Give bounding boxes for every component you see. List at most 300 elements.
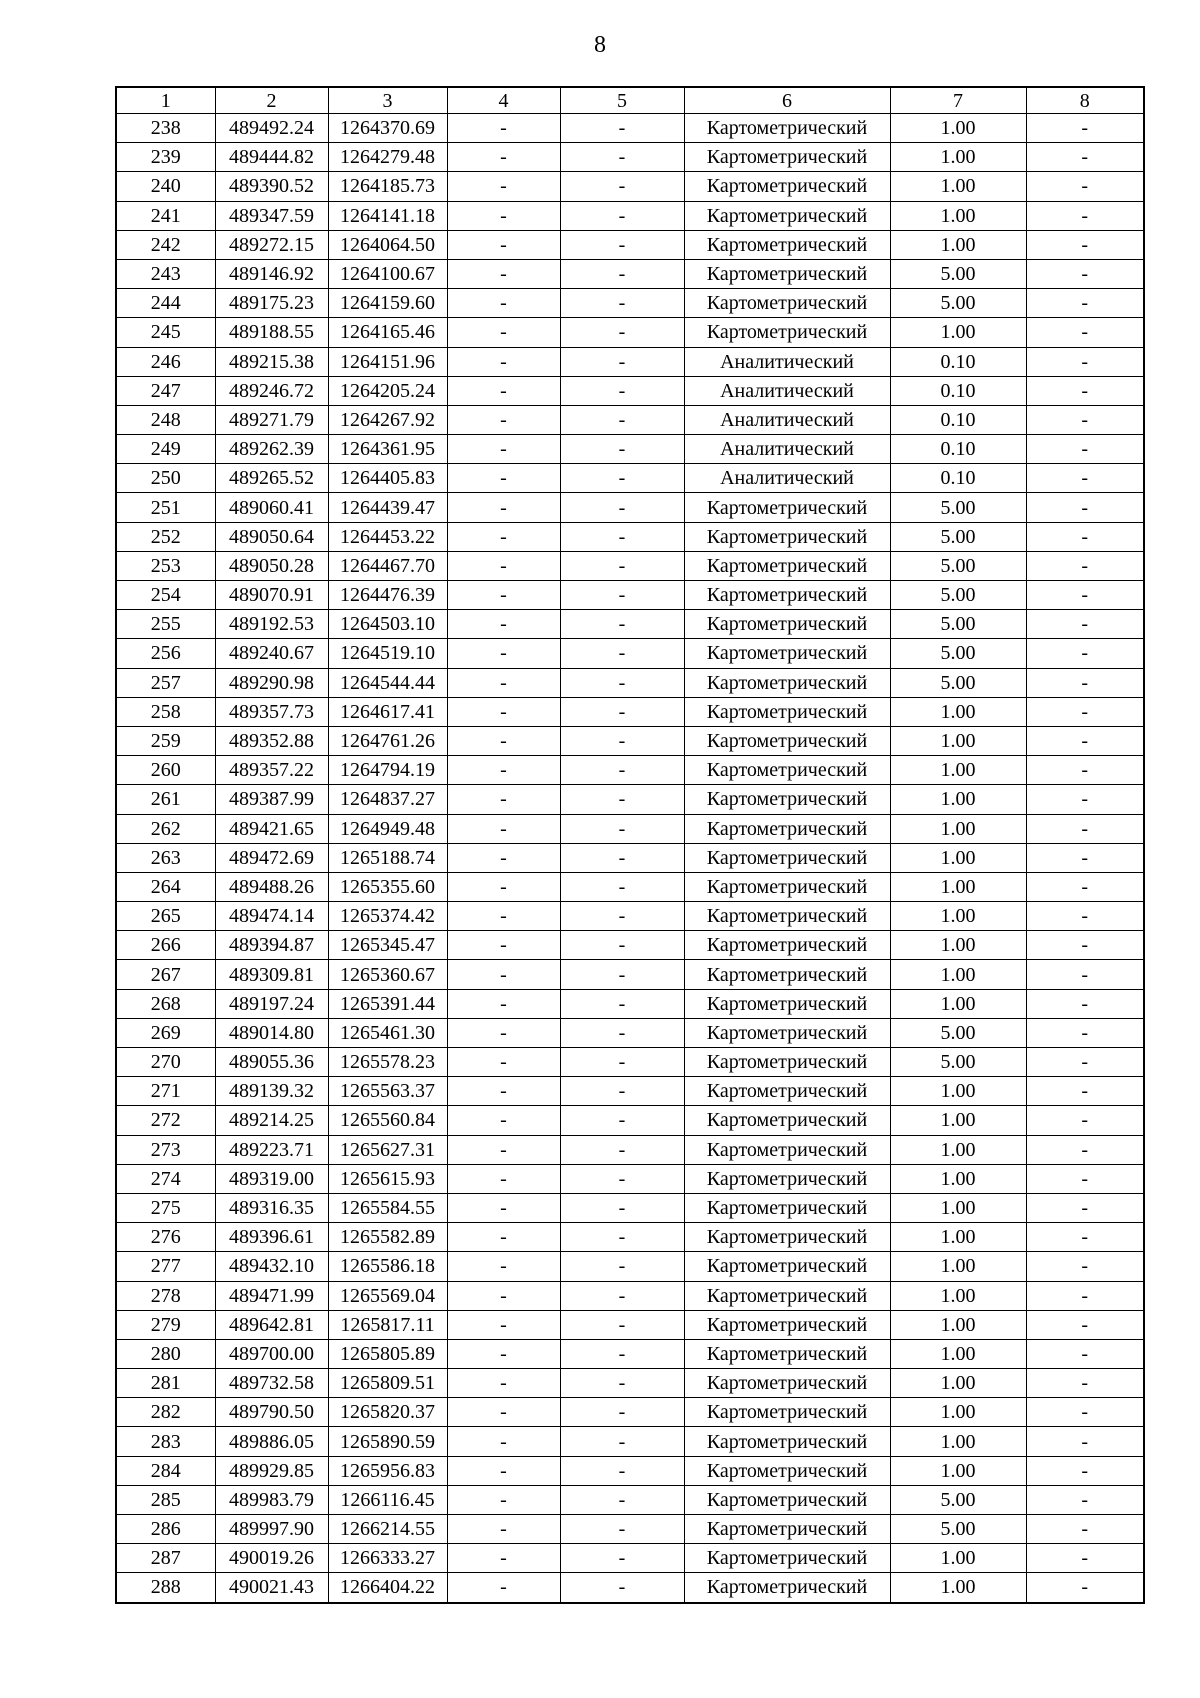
method-cell: Картометрический	[684, 201, 890, 230]
x-coordinate-cell: 489265.52	[215, 464, 328, 493]
col-5-cell: -	[560, 143, 684, 172]
y-coordinate-cell: 1264151.96	[328, 347, 447, 376]
col-8-cell: -	[1026, 931, 1144, 960]
col-8-cell: -	[1026, 1485, 1144, 1514]
x-coordinate-cell: 489347.59	[215, 201, 328, 230]
point-number-cell: 247	[116, 376, 215, 405]
col-8-cell: -	[1026, 347, 1144, 376]
y-coordinate-cell: 1265578.23	[328, 1048, 447, 1077]
col-5-cell: -	[560, 230, 684, 259]
x-coordinate-cell: 489290.98	[215, 668, 328, 697]
method-cell: Картометрический	[684, 1106, 890, 1135]
header-col-4: 4	[447, 87, 560, 114]
col-4-cell: -	[447, 814, 560, 843]
point-number-cell: 286	[116, 1515, 215, 1544]
table-row	[116, 551, 1144, 580]
col-8-cell: -	[1026, 756, 1144, 785]
col-4-cell: -	[447, 172, 560, 201]
table-row	[116, 376, 1144, 405]
table-row	[116, 1515, 1144, 1544]
table-row	[116, 1077, 1144, 1106]
col-5-cell: -	[560, 1369, 684, 1398]
method-cell: Картометрический	[684, 1077, 890, 1106]
point-number-cell: 283	[116, 1427, 215, 1456]
table-row	[116, 1193, 1144, 1222]
point-number-cell: 240	[116, 172, 215, 201]
method-cell: Картометрический	[684, 1223, 890, 1252]
col-8-cell: -	[1026, 1456, 1144, 1485]
method-cell: Картометрический	[684, 230, 890, 259]
x-coordinate-cell: 489240.67	[215, 639, 328, 668]
accuracy-cell: 1.00	[890, 1544, 1026, 1573]
table-row	[116, 318, 1144, 347]
col-5-cell: -	[560, 610, 684, 639]
accuracy-cell: 1.00	[890, 1252, 1026, 1281]
col-4-cell: -	[447, 1427, 560, 1456]
col-4-cell: -	[447, 1018, 560, 1047]
col-4-cell: -	[447, 843, 560, 872]
table-body	[116, 114, 1144, 1603]
col-5-cell: -	[560, 902, 684, 931]
y-coordinate-cell: 1266333.27	[328, 1544, 447, 1573]
point-number-cell: 263	[116, 843, 215, 872]
accuracy-cell: 1.00	[890, 1193, 1026, 1222]
x-coordinate-cell: 489316.35	[215, 1193, 328, 1222]
col-8-cell: -	[1026, 989, 1144, 1018]
x-coordinate-cell: 489214.25	[215, 1106, 328, 1135]
y-coordinate-cell: 1266214.55	[328, 1515, 447, 1544]
accuracy-cell: 1.00	[890, 989, 1026, 1018]
x-coordinate-cell: 489050.64	[215, 522, 328, 551]
table-row	[116, 726, 1144, 755]
col-4-cell: -	[447, 347, 560, 376]
y-coordinate-cell: 1264519.10	[328, 639, 447, 668]
col-8-cell: -	[1026, 172, 1144, 201]
y-coordinate-cell: 1264467.70	[328, 551, 447, 580]
x-coordinate-cell: 489352.88	[215, 726, 328, 755]
table-row	[116, 1281, 1144, 1310]
col-4-cell: -	[447, 1135, 560, 1164]
col-4-cell: -	[447, 1339, 560, 1368]
y-coordinate-cell: 1264159.60	[328, 289, 447, 318]
header-col-3: 3	[328, 87, 447, 114]
col-4-cell: -	[447, 230, 560, 259]
accuracy-cell: 1.00	[890, 1573, 1026, 1603]
accuracy-cell: 5.00	[890, 639, 1026, 668]
method-cell: Картометрический	[684, 1252, 890, 1281]
x-coordinate-cell: 489474.14	[215, 902, 328, 931]
table-row	[116, 114, 1144, 143]
point-number-cell: 252	[116, 522, 215, 551]
y-coordinate-cell: 1266116.45	[328, 1485, 447, 1514]
table-row	[116, 1310, 1144, 1339]
col-5-cell: -	[560, 1310, 684, 1339]
col-4-cell: -	[447, 1048, 560, 1077]
method-cell: Картометрический	[684, 639, 890, 668]
col-8-cell: -	[1026, 464, 1144, 493]
col-5-cell: -	[560, 960, 684, 989]
col-5-cell: -	[560, 259, 684, 288]
x-coordinate-cell: 489387.99	[215, 785, 328, 814]
x-coordinate-cell: 489357.73	[215, 697, 328, 726]
accuracy-cell: 5.00	[890, 259, 1026, 288]
point-number-cell: 241	[116, 201, 215, 230]
y-coordinate-cell: 1264100.67	[328, 259, 447, 288]
y-coordinate-cell: 1264617.41	[328, 697, 447, 726]
accuracy-cell: 5.00	[890, 551, 1026, 580]
accuracy-cell: 0.10	[890, 347, 1026, 376]
col-5-cell: -	[560, 1485, 684, 1514]
col-4-cell: -	[447, 1310, 560, 1339]
col-4-cell: -	[447, 960, 560, 989]
table-row	[116, 143, 1144, 172]
method-cell: Картометрический	[684, 1573, 890, 1603]
accuracy-cell: 1.00	[890, 1135, 1026, 1164]
col-5-cell: -	[560, 1135, 684, 1164]
table-row	[116, 1427, 1144, 1456]
col-5-cell: -	[560, 172, 684, 201]
accuracy-cell: 1.00	[890, 726, 1026, 755]
method-cell: Картометрический	[684, 960, 890, 989]
table-row	[116, 464, 1144, 493]
col-4-cell: -	[447, 1106, 560, 1135]
x-coordinate-cell: 489492.24	[215, 114, 328, 143]
col-4-cell: -	[447, 1398, 560, 1427]
col-8-cell: -	[1026, 581, 1144, 610]
col-8-cell: -	[1026, 872, 1144, 901]
x-coordinate-cell: 489421.65	[215, 814, 328, 843]
header-col-5: 5	[560, 87, 684, 114]
point-number-cell: 284	[116, 1456, 215, 1485]
col-4-cell: -	[447, 610, 560, 639]
accuracy-cell: 5.00	[890, 581, 1026, 610]
point-number-cell: 264	[116, 872, 215, 901]
method-cell: Картометрический	[684, 1048, 890, 1077]
method-cell: Картометрический	[684, 289, 890, 318]
method-cell: Аналитический	[684, 376, 890, 405]
accuracy-cell: 1.00	[890, 1456, 1026, 1485]
x-coordinate-cell: 489139.32	[215, 1077, 328, 1106]
accuracy-cell: 0.10	[890, 435, 1026, 464]
point-number-cell: 272	[116, 1106, 215, 1135]
point-number-cell: 281	[116, 1369, 215, 1398]
col-5-cell: -	[560, 1339, 684, 1368]
x-coordinate-cell: 489197.24	[215, 989, 328, 1018]
col-5-cell: -	[560, 1456, 684, 1485]
col-4-cell: -	[447, 785, 560, 814]
point-number-cell: 259	[116, 726, 215, 755]
col-5-cell: -	[560, 114, 684, 143]
col-8-cell: -	[1026, 376, 1144, 405]
col-4-cell: -	[447, 551, 560, 580]
col-8-cell: -	[1026, 697, 1144, 726]
table-row	[116, 172, 1144, 201]
col-8-cell: -	[1026, 960, 1144, 989]
point-number-cell: 270	[116, 1048, 215, 1077]
x-coordinate-cell: 489983.79	[215, 1485, 328, 1514]
col-4-cell: -	[447, 1077, 560, 1106]
x-coordinate-cell: 489223.71	[215, 1135, 328, 1164]
coordinates-table	[115, 86, 1145, 1604]
x-coordinate-cell: 489146.92	[215, 259, 328, 288]
x-coordinate-cell: 489272.15	[215, 230, 328, 259]
table-row	[116, 639, 1144, 668]
page-number: 8	[594, 32, 606, 58]
col-4-cell: -	[447, 1456, 560, 1485]
col-4-cell: -	[447, 581, 560, 610]
point-number-cell: 261	[116, 785, 215, 814]
accuracy-cell: 1.00	[890, 114, 1026, 143]
col-8-cell: -	[1026, 785, 1144, 814]
method-cell: Картометрический	[684, 843, 890, 872]
col-4-cell: -	[447, 522, 560, 551]
method-cell: Картометрический	[684, 114, 890, 143]
col-4-cell: -	[447, 872, 560, 901]
x-coordinate-cell: 489246.72	[215, 376, 328, 405]
y-coordinate-cell: 1264141.18	[328, 201, 447, 230]
x-coordinate-cell: 489997.90	[215, 1515, 328, 1544]
col-5-cell: -	[560, 522, 684, 551]
x-coordinate-cell: 489070.91	[215, 581, 328, 610]
point-number-cell: 260	[116, 756, 215, 785]
method-cell: Картометрический	[684, 1281, 890, 1310]
accuracy-cell: 5.00	[890, 1018, 1026, 1047]
method-cell: Картометрический	[684, 1515, 890, 1544]
header-col-6: 6	[684, 87, 890, 114]
col-5-cell: -	[560, 435, 684, 464]
col-5-cell: -	[560, 464, 684, 493]
col-4-cell: -	[447, 931, 560, 960]
col-5-cell: -	[560, 1515, 684, 1544]
y-coordinate-cell: 1264279.48	[328, 143, 447, 172]
accuracy-cell: 5.00	[890, 1048, 1026, 1077]
table-row	[116, 1135, 1144, 1164]
header-col-2: 2	[215, 87, 328, 114]
x-coordinate-cell: 489014.80	[215, 1018, 328, 1047]
x-coordinate-cell: 489472.69	[215, 843, 328, 872]
method-cell: Картометрический	[684, 902, 890, 931]
point-number-cell: 254	[116, 581, 215, 610]
col-8-cell: -	[1026, 551, 1144, 580]
accuracy-cell: 1.00	[890, 172, 1026, 201]
method-cell: Картометрический	[684, 697, 890, 726]
y-coordinate-cell: 1264476.39	[328, 581, 447, 610]
table-row	[116, 902, 1144, 931]
col-5-cell: -	[560, 1048, 684, 1077]
method-cell: Картометрический	[684, 785, 890, 814]
col-5-cell: -	[560, 581, 684, 610]
y-coordinate-cell: 1265586.18	[328, 1252, 447, 1281]
y-coordinate-cell: 1265582.89	[328, 1223, 447, 1252]
point-number-cell: 253	[116, 551, 215, 580]
col-4-cell: -	[447, 201, 560, 230]
y-coordinate-cell: 1265391.44	[328, 989, 447, 1018]
accuracy-cell: 1.00	[890, 756, 1026, 785]
col-5-cell: -	[560, 347, 684, 376]
col-4-cell: -	[447, 376, 560, 405]
col-5-cell: -	[560, 493, 684, 522]
table-row	[116, 347, 1144, 376]
col-5-cell: -	[560, 989, 684, 1018]
method-cell: Картометрический	[684, 1339, 890, 1368]
col-5-cell: -	[560, 843, 684, 872]
col-5-cell: -	[560, 1544, 684, 1573]
x-coordinate-cell: 489886.05	[215, 1427, 328, 1456]
col-8-cell: -	[1026, 1544, 1144, 1573]
point-number-cell: 277	[116, 1252, 215, 1281]
y-coordinate-cell: 1265584.55	[328, 1193, 447, 1222]
col-8-cell: -	[1026, 1077, 1144, 1106]
y-coordinate-cell: 1264761.26	[328, 726, 447, 755]
point-number-cell: 250	[116, 464, 215, 493]
header-row	[116, 87, 1144, 114]
table-row	[116, 843, 1144, 872]
table-row	[116, 522, 1144, 551]
col-8-cell: -	[1026, 610, 1144, 639]
y-coordinate-cell: 1264453.22	[328, 522, 447, 551]
x-coordinate-cell: 489444.82	[215, 143, 328, 172]
table-row	[116, 1106, 1144, 1135]
accuracy-cell: 1.00	[890, 1310, 1026, 1339]
method-cell: Картометрический	[684, 1018, 890, 1047]
col-4-cell: -	[447, 639, 560, 668]
x-coordinate-cell: 489396.61	[215, 1223, 328, 1252]
accuracy-cell: 0.10	[890, 376, 1026, 405]
method-cell: Картометрический	[684, 581, 890, 610]
method-cell: Картометрический	[684, 1310, 890, 1339]
col-5-cell: -	[560, 201, 684, 230]
col-8-cell: -	[1026, 143, 1144, 172]
col-4-cell: -	[447, 1193, 560, 1222]
point-number-cell: 257	[116, 668, 215, 697]
col-5-cell: -	[560, 289, 684, 318]
col-5-cell: -	[560, 726, 684, 755]
col-8-cell: -	[1026, 289, 1144, 318]
col-8-cell: -	[1026, 522, 1144, 551]
method-cell: Картометрический	[684, 931, 890, 960]
table-row	[116, 230, 1144, 259]
accuracy-cell: 1.00	[890, 1339, 1026, 1368]
accuracy-cell: 1.00	[890, 697, 1026, 726]
col-4-cell: -	[447, 1573, 560, 1603]
col-5-cell: -	[560, 1223, 684, 1252]
table-row	[116, 581, 1144, 610]
method-cell: Картометрический	[684, 1427, 890, 1456]
col-4-cell: -	[447, 668, 560, 697]
table-row	[116, 1456, 1144, 1485]
y-coordinate-cell: 1266404.22	[328, 1573, 447, 1603]
header-col-8: 8	[1026, 87, 1144, 114]
col-5-cell: -	[560, 405, 684, 434]
col-8-cell: -	[1026, 1339, 1144, 1368]
col-8-cell: -	[1026, 435, 1144, 464]
y-coordinate-cell: 1264267.92	[328, 405, 447, 434]
point-number-cell: 255	[116, 610, 215, 639]
col-5-cell: -	[560, 1106, 684, 1135]
y-coordinate-cell: 1264794.19	[328, 756, 447, 785]
accuracy-cell: 1.00	[890, 872, 1026, 901]
col-5-cell: -	[560, 1573, 684, 1603]
point-number-cell: 239	[116, 143, 215, 172]
col-8-cell: -	[1026, 814, 1144, 843]
col-8-cell: -	[1026, 1398, 1144, 1427]
accuracy-cell: 1.00	[890, 785, 1026, 814]
col-8-cell: -	[1026, 114, 1144, 143]
x-coordinate-cell: 489060.41	[215, 493, 328, 522]
point-number-cell: 249	[116, 435, 215, 464]
col-4-cell: -	[447, 989, 560, 1018]
point-number-cell: 282	[116, 1398, 215, 1427]
col-8-cell: -	[1026, 1515, 1144, 1544]
col-8-cell: -	[1026, 1106, 1144, 1135]
col-5-cell: -	[560, 697, 684, 726]
table-row	[116, 756, 1144, 785]
col-4-cell: -	[447, 1485, 560, 1514]
table-row	[116, 1339, 1144, 1368]
accuracy-cell: 0.10	[890, 464, 1026, 493]
x-coordinate-cell: 489432.10	[215, 1252, 328, 1281]
x-coordinate-cell: 489390.52	[215, 172, 328, 201]
accuracy-cell: 5.00	[890, 493, 1026, 522]
table-row	[116, 931, 1144, 960]
x-coordinate-cell: 489929.85	[215, 1456, 328, 1485]
col-8-cell: -	[1026, 1193, 1144, 1222]
method-cell: Картометрический	[684, 1398, 890, 1427]
accuracy-cell: 0.10	[890, 405, 1026, 434]
point-number-cell: 288	[116, 1573, 215, 1603]
accuracy-cell: 1.00	[890, 931, 1026, 960]
x-coordinate-cell: 490021.43	[215, 1573, 328, 1603]
col-4-cell: -	[447, 289, 560, 318]
method-cell: Аналитический	[684, 435, 890, 464]
col-8-cell: -	[1026, 639, 1144, 668]
y-coordinate-cell: 1265627.31	[328, 1135, 447, 1164]
point-number-cell: 287	[116, 1544, 215, 1573]
point-number-cell: 273	[116, 1135, 215, 1164]
col-8-cell: -	[1026, 230, 1144, 259]
method-cell: Картометрический	[684, 726, 890, 755]
col-8-cell: -	[1026, 1573, 1144, 1603]
y-coordinate-cell: 1265805.89	[328, 1339, 447, 1368]
col-8-cell: -	[1026, 493, 1144, 522]
col-5-cell: -	[560, 551, 684, 580]
col-8-cell: -	[1026, 1223, 1144, 1252]
method-cell: Картометрический	[684, 259, 890, 288]
col-5-cell: -	[560, 1252, 684, 1281]
table-row	[116, 1485, 1144, 1514]
col-4-cell: -	[447, 1164, 560, 1193]
x-coordinate-cell: 489050.28	[215, 551, 328, 580]
col-8-cell: -	[1026, 1252, 1144, 1281]
col-5-cell: -	[560, 639, 684, 668]
y-coordinate-cell: 1264205.24	[328, 376, 447, 405]
table-row	[116, 814, 1144, 843]
y-coordinate-cell: 1264064.50	[328, 230, 447, 259]
accuracy-cell: 1.00	[890, 230, 1026, 259]
col-4-cell: -	[447, 318, 560, 347]
table-row	[116, 1223, 1144, 1252]
table-row	[116, 493, 1144, 522]
x-coordinate-cell: 489319.00	[215, 1164, 328, 1193]
method-cell: Картометрический	[684, 668, 890, 697]
method-cell: Картометрический	[684, 1164, 890, 1193]
y-coordinate-cell: 1265956.83	[328, 1456, 447, 1485]
col-4-cell: -	[447, 464, 560, 493]
x-coordinate-cell: 489357.22	[215, 756, 328, 785]
method-cell: Картометрический	[684, 493, 890, 522]
col-8-cell: -	[1026, 726, 1144, 755]
table-row	[116, 1048, 1144, 1077]
